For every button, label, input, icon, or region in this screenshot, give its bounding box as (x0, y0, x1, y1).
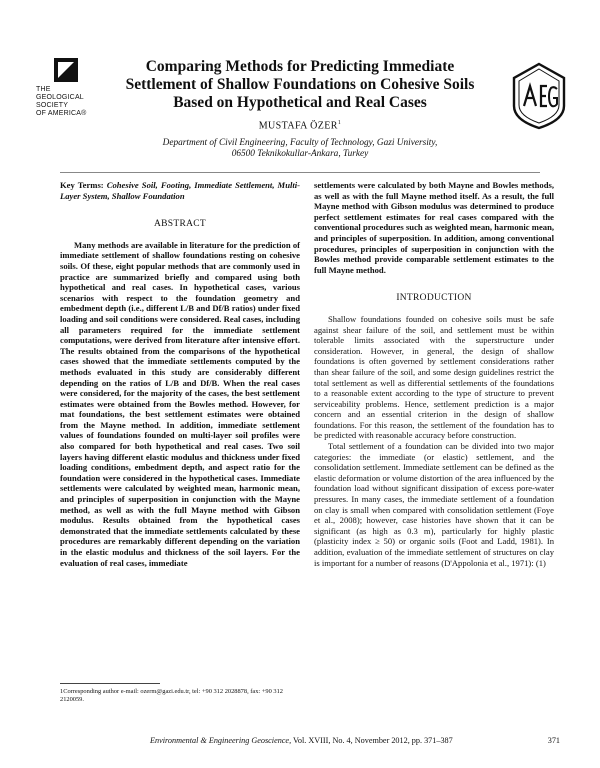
author-affiliation: Department of Civil Engineering, Faculty of Technology, Gazi University, 06500 Teknikokullar-Ankara, Turkey (162, 138, 438, 159)
aeg-seal-icon (510, 62, 568, 130)
key-terms: Key Terms: Cohesive Soil, Footing, Immediate Settlement, Multi-Layer System, Shallow Foundation (60, 180, 300, 201)
page-number: 371 (547, 736, 560, 745)
abstract-text: Many methods are available in literature for the prediction of immediate settlement of shallow foundations resting on cohesive soils. Of these, eight popular methods that are commonly used in practice are summarized briefly and compared using both hypothetical and real cases. In hypothetical cases, various scenarios with respect to the foundation geometry and embedment depth (i.e., different L/B and Df/B ratios) under fixed loading and soil conditions were considered. Real cases, including all parameters required for the immediate settlement computations, were derived from literature after intensive effort. The results obtained from the comparisons of the hypothetical cases showed that the immediate settlements computed by the methods evaluated in this study are considerably different depending on the ratios of L/B and Df/B. When the real cases were considered, for the majority of the cases, the best settlement estimates were obtained from the Bowles method. However, for mat foundations, the best settlement estimates were obtained from the Mayne method. In addition, immediate settlement values of foundations founded on multi-layer soil profiles were also compared for both hypothetical and real cases. Two soil layers having different elastic modulus and thickness under fixed loading conditions, embedment depth, and aspect ratio for the foundation were considered in the hypothetical cases. Immediate settlements were calculated by weighted mean, harmonic mean, and principles of superposition in conjunction with the Mayne method, as well as with the full Mayne method with Gibson modulus. Results obtained from the hypothetical cases demonstrated that the immediate settlements calculated by these procedures are remarkably different depending on the variation in the elastic modulus and thickness of the soil layers. For the evaluation of real cases, immediate (60, 239, 300, 568)
introduction-heading: INTRODUCTION (396, 293, 472, 304)
gsa-logo-text: THE GEOLOGICAL SOCIETY OF AMERICA® (36, 86, 87, 117)
paper-title: Comparing Methods for Predicting Immediate Settlement of Shallow Foundations on Cohesive Soils Based on Hypothetical and Real Cases (125, 58, 475, 111)
author-footnote-mark: 1 (337, 120, 342, 126)
gsa-logo-mark-icon (54, 58, 78, 82)
introduction-paragraph: Total settlement of a foundation can be divided into two major categories: the immediate (or elastic) settlement, and the consolidation settlement. Immediate settlement can be defined as the elastic deformation or volume distortion of the area influenced by the foundation load without significant dissipation of excess pore-water pressures. In many cases, the immediate settlement of a foundation on clay is small when compared with consolidation settlement (Foye et al., 2008); however, case histories have shown that it can be significant (as high as 0.3 m), particularly for highly plastic (plasticity index ≥ 50) or organic soils (Foot and Ladd, 1981). In addition, evaluation of the immediate settlement of structures on clay is important for a number of reasons (D'Appolonia et al., 1971): (1) (314, 441, 554, 568)
right-column (314, 180, 554, 568)
abstract-heading: ABSTRACT (153, 219, 207, 230)
journal-footer: Environmental & Engineering Geoscience, Vol. XVIII, No. 4, November 2012, pp. 371–387 (150, 736, 453, 745)
abstract-continuation: settlements were calculated by both Mayne and Bowles methods, as well as with the full Mayne method itself. As a result, the full Mayne method with Gibson modulus was determined to produce perfect settlement estimates for real cases compared with the conventional procedures such as weighted mean, harmonic mean, and principles of superposition. In addition, among conventional procedures, principles of superposition in conjunction with the Bowles method provide comparable settlement estimates to the full Mayne method. (314, 180, 554, 275)
header-divider (60, 172, 540, 173)
author-name: MUSTAFA ÖZER$^1$ (258, 120, 342, 132)
footnote-divider (60, 683, 160, 684)
introduction-paragraph: Shallow foundations founded on cohesive soils must be safe against shear failure of the soil, and settlement must be within tolerable limits associated with the superstructure under consideration. However, in general, the design of shallow foundations is often governed by settlement considerations rather than shear failure of the soil, and some design guidelines restrict the total settlement as well as differential settlements of the foundations to a reasonable extent according to the type of structure to prevent serviceability problems. Hence, settlement prediction is a major concern and an essential criterion in the design of shallow foundations. For this reason, the settlement of the foundation has to be predicted with reasonable accuracy before construction. (314, 313, 554, 441)
left-column (60, 180, 300, 568)
gsa-logo (36, 58, 96, 118)
corresponding-author-footnote: 1Corresponding author e-mail: ozerm@gazi.edu.tr, tel: +90 312 2028878, fax: +90 312 2120059. (60, 688, 283, 703)
